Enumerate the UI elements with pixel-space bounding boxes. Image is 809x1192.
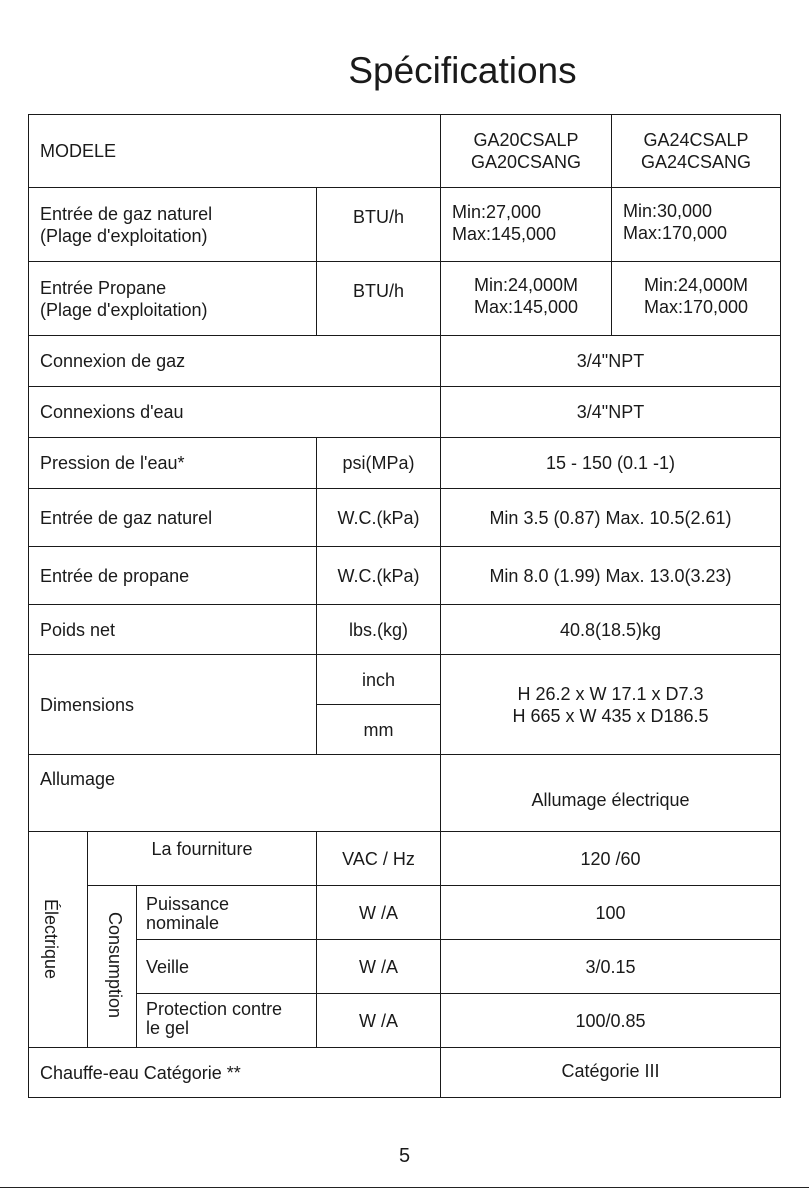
lp-input-label: Entrée Propane (Plage d'exploitation)	[28, 261, 317, 336]
lp-input-model1: Min:24,000M Max:145,000	[440, 261, 612, 336]
ignition-value: Allumage électrique	[440, 754, 781, 832]
ng-input-unit: BTU/h	[316, 187, 441, 262]
lp-input-model2: Min:24,000M Max:170,000	[611, 261, 781, 336]
weight-label: Poids net	[28, 604, 317, 655]
model-2-name: GA24CSALP GA24CSANG	[611, 114, 781, 188]
model-1-name: GA20CSALP GA20CSANG	[440, 114, 612, 188]
model-header-label: MODELE	[28, 114, 441, 188]
electrical-group-label: Électrique	[41, 898, 62, 980]
consumption-group-label: Consumption	[105, 911, 126, 1019]
rated-power-value: 100	[440, 885, 781, 940]
water-pressure-value: 15 - 150 (0.1 -1)	[440, 437, 781, 489]
lp-pressure-value: Min 8.0 (1.99) Max. 13.0(3.23)	[440, 546, 781, 605]
electrical-group-cell	[28, 831, 88, 1048]
dimensions-unit-mm: mm	[316, 704, 441, 755]
bottom-rule	[0, 1187, 809, 1188]
ng-input-model2: Min:30,000 Max:170,000	[611, 187, 781, 262]
lp-pressure-label: Entrée de propane	[28, 546, 317, 605]
page-title: Spécifications	[348, 50, 577, 91]
supply-unit: VAC / Hz	[316, 831, 441, 886]
gas-connection-value: 3/4"NPT	[440, 335, 781, 387]
rated-power-label: Puissance nominale	[136, 885, 317, 940]
weight-value: 40.8(18.5)kg	[440, 604, 781, 655]
dimensions-unit-inch: inch	[316, 654, 441, 705]
consumption-group-cell	[87, 885, 137, 1048]
supply-label: La fourniture	[87, 831, 317, 886]
standby-unit: W /A	[316, 939, 441, 994]
page-number: 5	[398, 1145, 411, 1167]
rated-power-unit: W /A	[316, 885, 441, 940]
standby-label: Veille	[136, 939, 317, 994]
freeze-protection-unit: W /A	[316, 993, 441, 1048]
freeze-protection-label: Protection contre le gel	[136, 993, 317, 1048]
water-connection-label: Connexions d'eau	[28, 386, 441, 438]
water-pressure-unit: psi(MPa)	[316, 437, 441, 489]
ng-input-label: Entrée de gaz naturel (Plage d'exploitation)	[28, 187, 317, 262]
ng-input-model1: Min:27,000 Max:145,000	[440, 187, 612, 262]
category-label: Chauffe-eau Catégorie **	[28, 1047, 441, 1098]
supply-value: 120 /60	[440, 831, 781, 886]
water-connection-value: 3/4"NPT	[440, 386, 781, 438]
ignition-label: Allumage	[28, 754, 441, 832]
gas-connection-label: Connexion de gaz	[28, 335, 441, 387]
lp-input-unit: BTU/h	[316, 261, 441, 336]
ng-pressure-label: Entrée de gaz naturel	[28, 488, 317, 547]
ng-pressure-unit: W.C.(kPa)	[316, 488, 441, 547]
weight-unit: lbs.(kg)	[316, 604, 441, 655]
freeze-protection-value: 100/0.85	[440, 993, 781, 1048]
water-pressure-label: Pression de l'eau*	[28, 437, 317, 489]
standby-value: 3/0.15	[440, 939, 781, 994]
dimensions-label: Dimensions	[28, 654, 317, 755]
dimensions-value: H 26.2 x W 17.1 x D7.3 H 665 x W 435 x D186.5	[440, 654, 781, 755]
ng-pressure-value: Min 3.5 (0.87) Max. 10.5(2.61)	[440, 488, 781, 547]
lp-pressure-unit: W.C.(kPa)	[316, 546, 441, 605]
category-value: Catégorie III	[440, 1047, 781, 1098]
